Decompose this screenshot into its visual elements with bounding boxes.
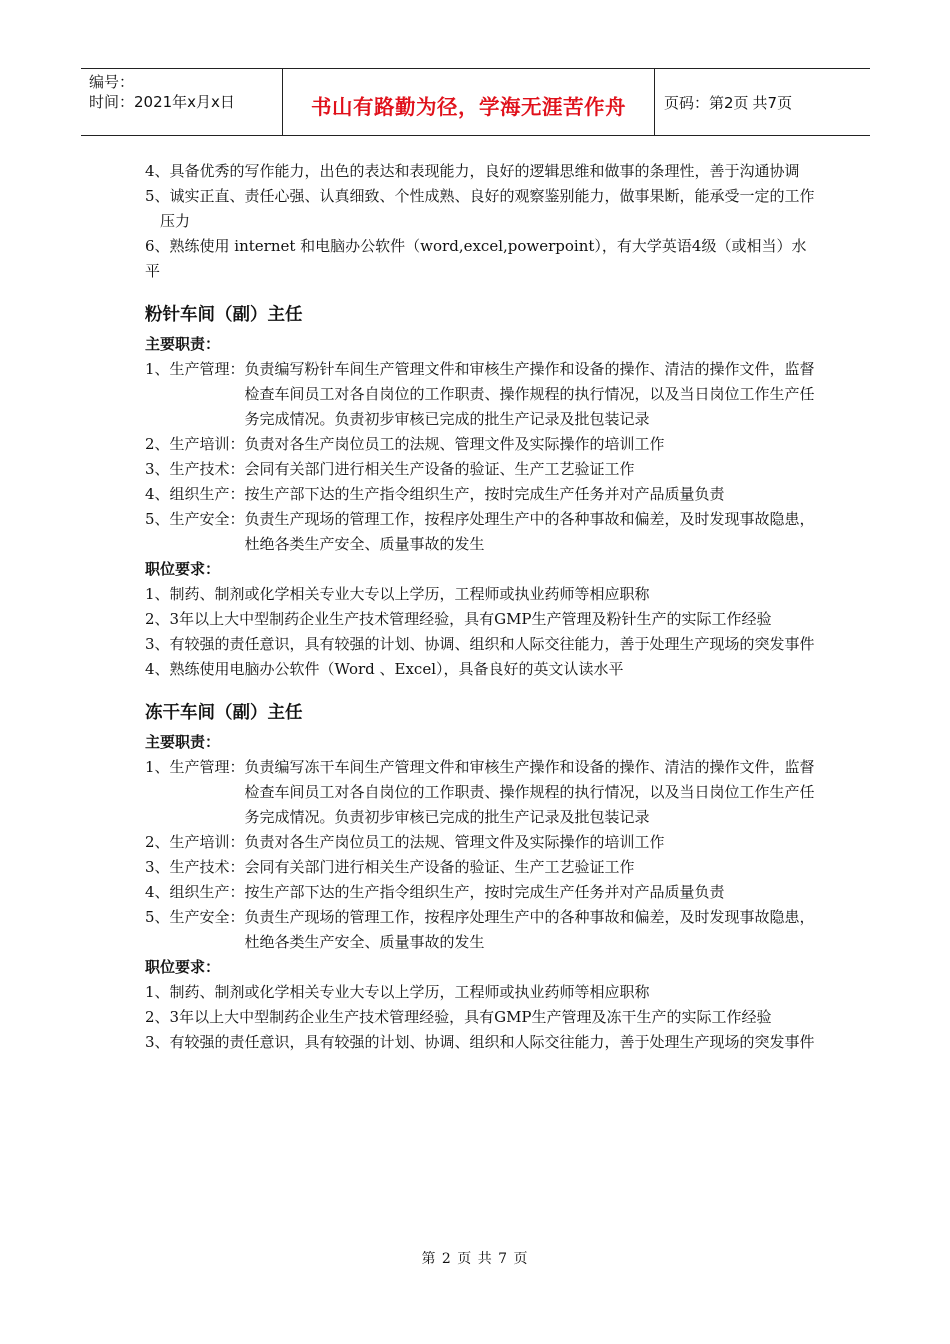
duties-heading: 主要职责：	[145, 733, 221, 751]
code-label: 编号：	[89, 73, 135, 91]
duty-item	[145, 880, 815, 905]
document-body	[145, 159, 815, 1055]
requirement-item: 3、有较强的责任意识，具有较强的计划、协调、组织和人际交往能力，善于处理生产现场的突发事件	[145, 1033, 815, 1051]
duty-number: 2、生产培训：	[145, 833, 245, 851]
header-meta	[81, 69, 283, 135]
intro-item: 5、诚实正直、责任心强、认真细致、个性成熟、良好的观察鉴别能力，做事果断，能承受一定的工作压力	[145, 187, 815, 230]
requirements-heading: 职位要求：	[145, 958, 221, 976]
duty-number: 3、生产技术：	[145, 858, 245, 876]
total-label: 共7页	[752, 93, 793, 112]
requirement-item: 4、熟练使用电脑办公软件（Word 、Excel），具备良好的英文认读水平	[145, 660, 624, 678]
requirement-item: 1、制药、制剂或化学相关专业大专以上学历，工程师或执业药师等相应职称	[145, 983, 650, 1001]
duty-item	[145, 855, 815, 880]
section-title: 粉针车间（副）主任	[145, 305, 303, 325]
duty-number: 4、组织生产：	[145, 485, 245, 503]
duty-item	[145, 755, 815, 830]
duty-number: 5、生产安全：	[145, 908, 245, 926]
duty-text: 会同有关部门进行相关生产设备的验证、生产工艺验证工作	[244, 460, 635, 478]
motto: 书山有路勤为径，学海无涯苦作舟	[311, 95, 626, 119]
duty-text: 负责生产现场的管理工作，按程序处理生产中的各种事故和偏差，及时发现事故隐患，杜绝各类生产安全、质量事故的发生	[244, 510, 815, 553]
duty-text: 会同有关部门进行相关生产设备的验证、生产工艺验证工作	[244, 858, 635, 876]
duty-number: 1、生产管理：	[145, 360, 245, 378]
duty-text: 按生产部下达的生产指令组织生产，按时完成生产任务并对产品质量负责	[244, 883, 725, 901]
page-label: 页码：第2页	[664, 93, 749, 112]
requirement-item: 2、3年以上大中型制药企业生产技术管理经验，具有GMP生产管理及冻干生产的实际工作经验	[145, 1008, 772, 1026]
duty-text: 负责对各生产岗位员工的法规、管理文件及实际操作的培训工作	[244, 833, 665, 851]
duties-heading: 主要职责：	[145, 335, 221, 353]
requirement-item: 3、有较强的责任意识，具有较强的计划、协调、组织和人际交往能力，善于处理生产现场的突发事件	[145, 635, 815, 653]
duty-number: 5、生产安全：	[145, 510, 245, 528]
section-powder-injection	[145, 303, 815, 682]
page-footer: 第 2 页 共 7 页	[421, 1251, 529, 1267]
section-title: 冻干车间（副）主任	[145, 703, 303, 723]
duty-item	[145, 905, 815, 955]
duty-number: 3、生产技术：	[145, 460, 245, 478]
duty-text: 负责编写冻干车间生产管理文件和审核生产操作和设备的操作、清洁的操作文件，监督检查车间员工对各自岗位的工作职责、操作规程的执行情况，以及当日岗位工作生产任务完成情况。负责初步审核已完成的批生产记录及批包装记录	[244, 758, 815, 826]
page-header	[81, 68, 870, 136]
duty-text: 负责对各生产岗位员工的法规、管理文件及实际操作的培训工作	[244, 435, 665, 453]
duty-text: 负责生产现场的管理工作，按程序处理生产中的各种事故和偏差，及时发现事故隐患，杜绝各类生产安全、质量事故的发生	[244, 908, 815, 951]
duty-number: 2、生产培训：	[145, 435, 245, 453]
header-page-cell	[655, 69, 870, 135]
requirement-item: 2、3年以上大中型制药企业生产技术管理经验，具有GMP生产管理及粉针生产的实际工作经验	[145, 610, 772, 628]
duty-item	[145, 357, 815, 432]
intro-item: 6、熟练使用 internet 和电脑办公软件（word,excel,powerpoint），有大学英语4级（或相当）水平	[145, 237, 807, 280]
duty-item	[145, 482, 815, 507]
duty-item	[145, 830, 815, 855]
duty-text: 按生产部下达的生产指令组织生产，按时完成生产任务并对产品质量负责	[244, 485, 725, 503]
duty-number: 1、生产管理：	[145, 758, 245, 776]
time-label: 时间：2021年x月x日	[89, 93, 235, 111]
header-motto-cell	[283, 69, 655, 135]
requirement-item: 1、制药、制剂或化学相关专业大专以上学历，工程师或执业药师等相应职称	[145, 585, 650, 603]
section-freeze-drying	[145, 701, 815, 1055]
duty-item	[145, 507, 815, 557]
duty-item	[145, 432, 815, 457]
duty-number: 4、组织生产：	[145, 883, 245, 901]
duty-text: 负责编写粉针车间生产管理文件和审核生产操作和设备的操作、清洁的操作文件，监督检查车间员工对各自岗位的工作职责、操作规程的执行情况，以及当日岗位工作生产任务完成情况。负责初步审核已完成的批生产记录及批包装记录	[244, 360, 815, 428]
intro-item: 4、具备优秀的写作能力，出色的表达和表现能力，良好的逻辑思维和做事的条理性，善于沟通协调	[145, 162, 800, 180]
requirements-heading: 职位要求：	[145, 560, 221, 578]
duty-item	[145, 457, 815, 482]
